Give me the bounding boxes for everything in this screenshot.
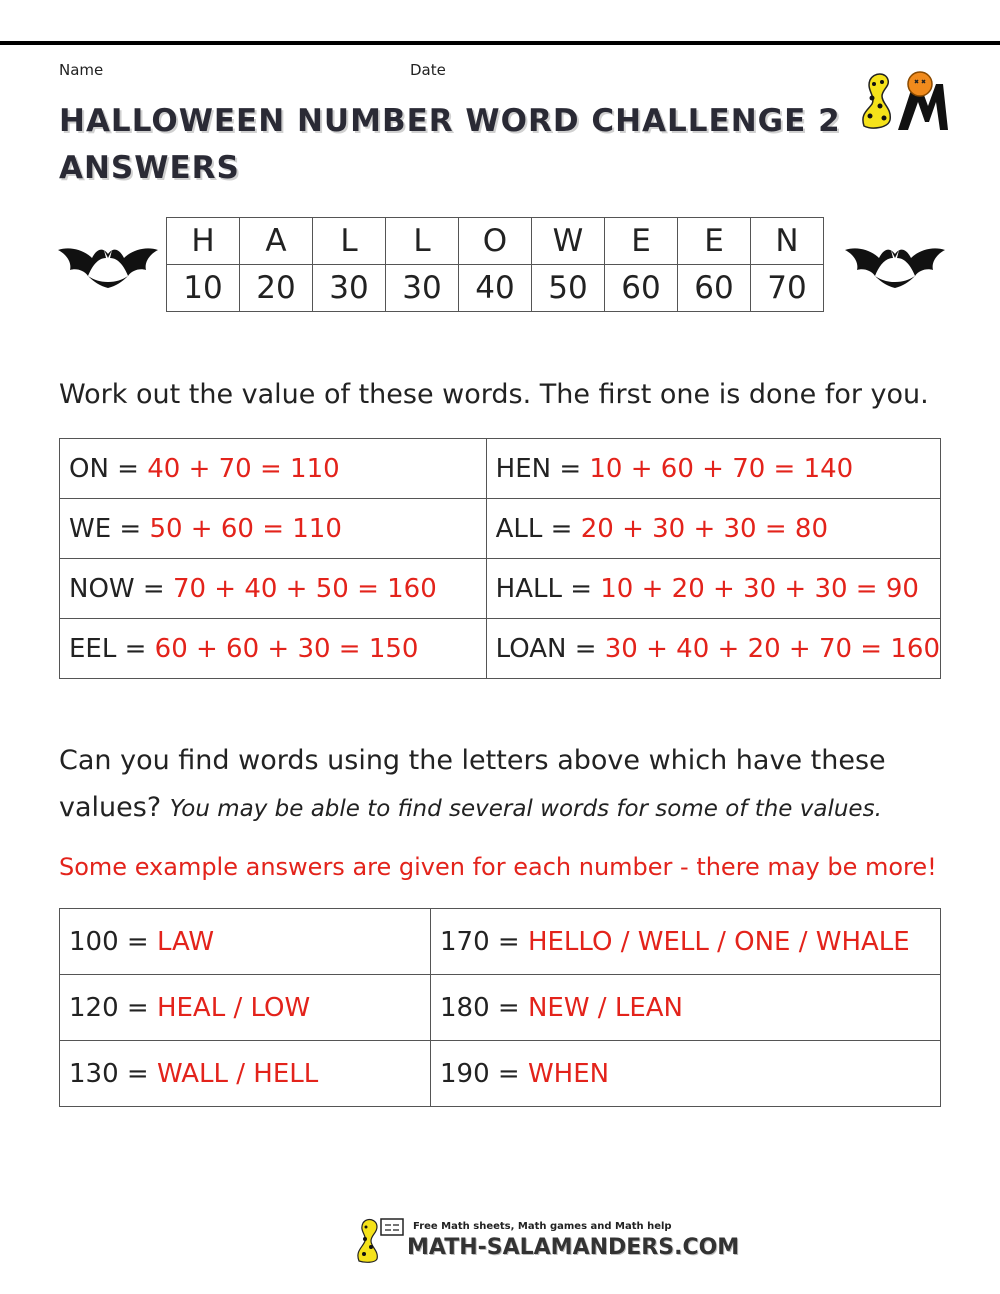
- answer-cell: [431, 1041, 941, 1107]
- answer-text: WALL / HELL: [156, 1058, 319, 1089]
- value-label: 120 =: [69, 992, 157, 1023]
- value-cell: 30: [313, 265, 386, 312]
- value-cell: 40: [459, 265, 532, 312]
- answer-text: 10 + 60 + 70 = 140: [589, 453, 854, 484]
- letter-cell: L: [313, 218, 386, 265]
- answer-cell: [431, 975, 941, 1041]
- value-label: 180 =: [440, 992, 528, 1023]
- letter-cell: N: [751, 218, 824, 265]
- bat-icon: [58, 236, 158, 298]
- letter-cell: E: [678, 218, 751, 265]
- value-cell: 10: [167, 265, 240, 312]
- answer-cell: [60, 439, 487, 499]
- answer-cell: [60, 619, 487, 679]
- answer-cell: [60, 499, 487, 559]
- answer-cell: [431, 909, 941, 975]
- answer-text: 50 + 60 = 110: [149, 513, 342, 544]
- value-cell: 70: [751, 265, 824, 312]
- value-label: 170 =: [440, 926, 528, 957]
- instruction-italic: You may be able to find several words for some of the values.: [169, 796, 882, 822]
- letter-cell: W: [532, 218, 605, 265]
- salamander-logo-icon: [355, 1217, 405, 1263]
- letter-cell: O: [459, 218, 532, 265]
- value-cell: 20: [240, 265, 313, 312]
- word-label: WE =: [69, 513, 150, 544]
- footer: [355, 1215, 740, 1265]
- letter-cell: H: [167, 218, 240, 265]
- page-title: HALLOWEEN NUMBER WORD CHALLENGE 2: [59, 103, 841, 139]
- table-row: [60, 975, 941, 1041]
- answer-text: 30 + 40 + 20 + 70 = 160: [604, 633, 940, 664]
- answer-text: 40 + 70 = 110: [147, 453, 340, 484]
- value-label: 130 =: [69, 1058, 157, 1089]
- table-row: [60, 439, 941, 499]
- answer-cell: [60, 559, 487, 619]
- word-label: HALL =: [495, 573, 601, 604]
- answer-cell: [60, 975, 431, 1041]
- answer-text: 70 + 40 + 50 = 160: [172, 573, 437, 604]
- table-row: [60, 1041, 941, 1107]
- answer-text: LAW: [156, 926, 215, 957]
- word-label: HEN =: [495, 453, 590, 484]
- example-note: Some example answers are given for each number - there may be more!: [59, 853, 937, 881]
- table-row: [60, 619, 941, 679]
- value-cell: 30: [386, 265, 459, 312]
- value-label: 190 =: [440, 1058, 528, 1089]
- section2-instruction-line2: [59, 792, 882, 823]
- page-subtitle: ANSWERS: [59, 150, 240, 186]
- word-label: NOW =: [69, 573, 173, 604]
- answer-cell: [486, 619, 940, 679]
- table-row: [60, 909, 941, 975]
- answer-text: HEAL / LOW: [156, 992, 311, 1023]
- answer-text: HELLO / WELL / ONE / WHALE: [527, 926, 910, 957]
- value-cell: 50: [532, 265, 605, 312]
- top-rule: [0, 41, 1000, 45]
- footer-brand: MATH-SALAMANDERS.COM: [407, 1235, 740, 1260]
- letter-cell: E: [605, 218, 678, 265]
- name-label: Name: [59, 61, 104, 79]
- answer-cell: [60, 909, 431, 975]
- letter-value-table: [166, 217, 824, 312]
- answer-cell: [60, 1041, 431, 1107]
- answer-text: 20 + 30 + 30 = 80: [580, 513, 828, 544]
- answer-text: WHEN: [527, 1058, 610, 1089]
- word-label: ALL =: [495, 513, 581, 544]
- find-words-table: [59, 908, 941, 1107]
- word-label: EEL =: [69, 633, 155, 664]
- date-label: Date: [410, 61, 446, 79]
- word-label: LOAN =: [495, 633, 605, 664]
- section2-instruction-line1: Can you find words using the letters above which have these: [59, 745, 886, 776]
- letters-row: [167, 218, 824, 265]
- table-row: [60, 559, 941, 619]
- value-label: 100 =: [69, 926, 157, 957]
- word-label: ON =: [69, 453, 148, 484]
- salamander-logo-icon: [858, 66, 948, 132]
- answer-cell: [486, 559, 940, 619]
- answer-cell: [486, 499, 940, 559]
- letter-cell: A: [240, 218, 313, 265]
- answer-text: 10 + 20 + 30 + 30 = 90: [600, 573, 919, 604]
- answer-cell: [486, 439, 940, 499]
- answer-text: 60 + 60 + 30 = 150: [154, 633, 419, 664]
- values-row: [167, 265, 824, 312]
- table-row: [60, 499, 941, 559]
- word-value-table: [59, 438, 941, 679]
- value-cell: 60: [678, 265, 751, 312]
- instruction-prefix: values?: [59, 792, 170, 823]
- answer-text: NEW / LEAN: [527, 992, 683, 1023]
- letter-cell: L: [386, 218, 459, 265]
- value-cell: 60: [605, 265, 678, 312]
- bat-icon: [845, 236, 945, 298]
- section1-instruction: Work out the value of these words. The first one is done for you.: [59, 379, 929, 410]
- footer-tagline: Free Math sheets, Math games and Math help: [413, 1221, 672, 1232]
